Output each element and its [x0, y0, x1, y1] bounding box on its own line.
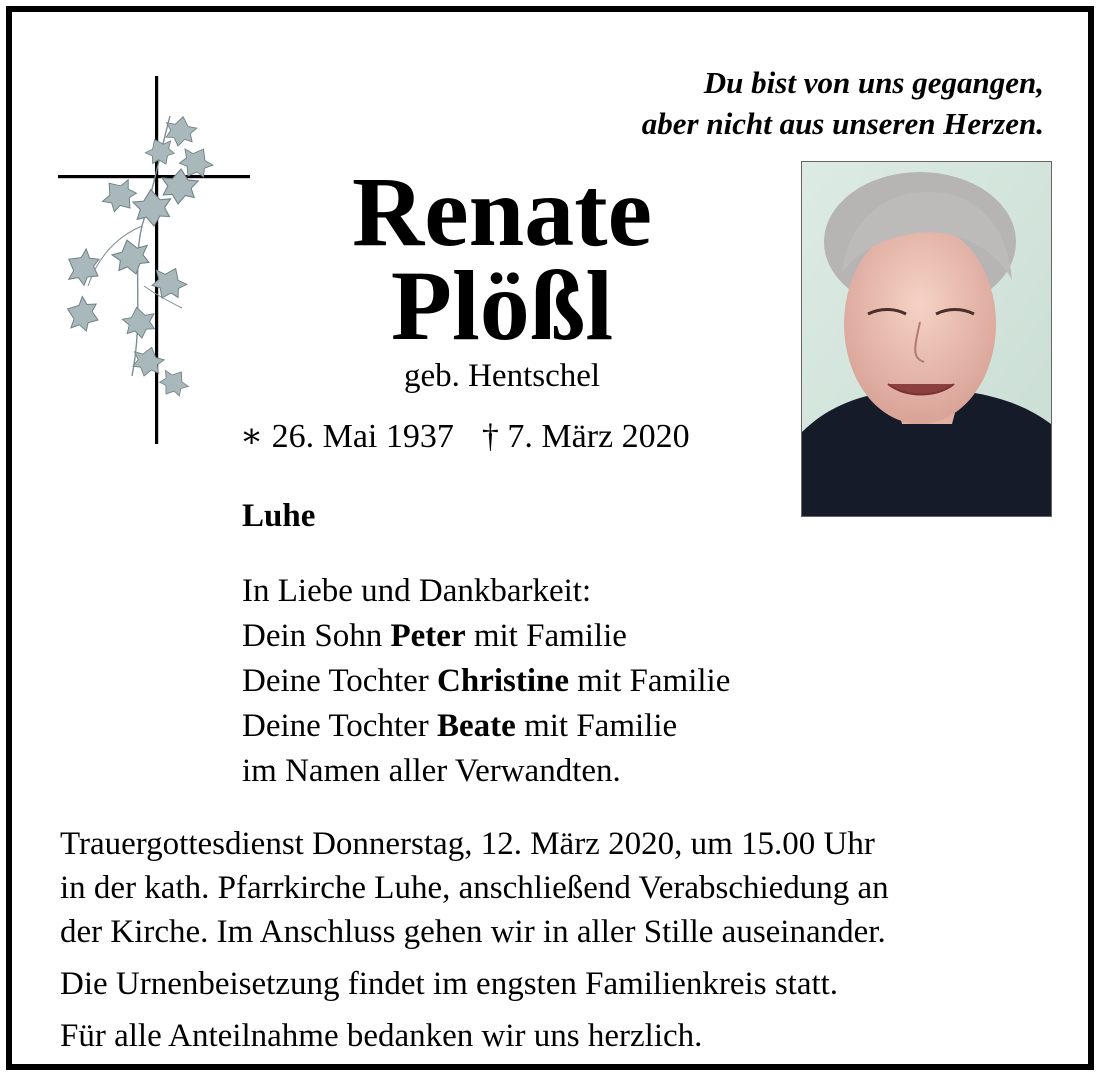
family-closing: im Namen aller Verwandten. — [242, 753, 621, 789]
birth-star-icon: ∗ — [240, 418, 264, 455]
maiden-name: geb. Hentschel — [403, 358, 601, 394]
place: Luhe — [242, 498, 316, 534]
burial-info: Die Urnenbeisetzung findet im engsten Familienkreis statt. — [60, 966, 839, 1002]
member-prefix: Deine Tochter — [242, 708, 438, 744]
member-name: Christine — [437, 663, 570, 699]
service-line: der Kirche. Im Anschluss gehen wir in aller Stille auseinander. — [60, 914, 886, 950]
last-name: Plößl — [390, 250, 614, 361]
service-line: in der kath. Pfarrkirche Luhe, anschließend Verabschiedung an — [60, 870, 889, 906]
service-info — [60, 822, 889, 1058]
member-suffix: mit Familie — [515, 708, 678, 744]
member-suffix: mit Familie — [569, 663, 731, 699]
motto — [642, 62, 1044, 144]
family-member — [242, 659, 730, 704]
portrait-photo — [801, 161, 1052, 517]
family-block — [242, 569, 730, 794]
death-date: 7. März 2020 — [507, 418, 690, 455]
first-name: Renate — [352, 156, 652, 267]
life-dates — [240, 415, 690, 459]
member-name: Beate — [437, 708, 516, 744]
dagger-icon: † — [481, 418, 499, 455]
member-suffix: mit Familie — [465, 618, 627, 654]
motto-line-2: aber nicht aus unseren Herzen. — [641, 106, 1044, 141]
member-prefix: Deine Tochter — [242, 663, 438, 699]
family-member — [242, 614, 730, 659]
motto-line-1: Du bist von uns gegangen, — [703, 65, 1044, 100]
service-line: Trauergottesdienst Donnerstag, 12. März 2020, um 15.00 Uhr — [60, 826, 875, 862]
family-member — [242, 704, 730, 749]
portrait-image — [802, 162, 1051, 516]
member-name: Peter — [390, 618, 466, 654]
obituary-notice — [6, 6, 1094, 1070]
birth-date: 26. Mai 1937 — [271, 418, 454, 455]
cross-with-ivy-icon — [58, 76, 250, 444]
thanks-text: Für alle Anteilnahme bedanken wir uns herzlich. — [60, 1018, 703, 1054]
family-intro: In Liebe und Dankbarkeit: — [242, 573, 592, 609]
member-prefix: Dein Sohn — [242, 618, 391, 654]
